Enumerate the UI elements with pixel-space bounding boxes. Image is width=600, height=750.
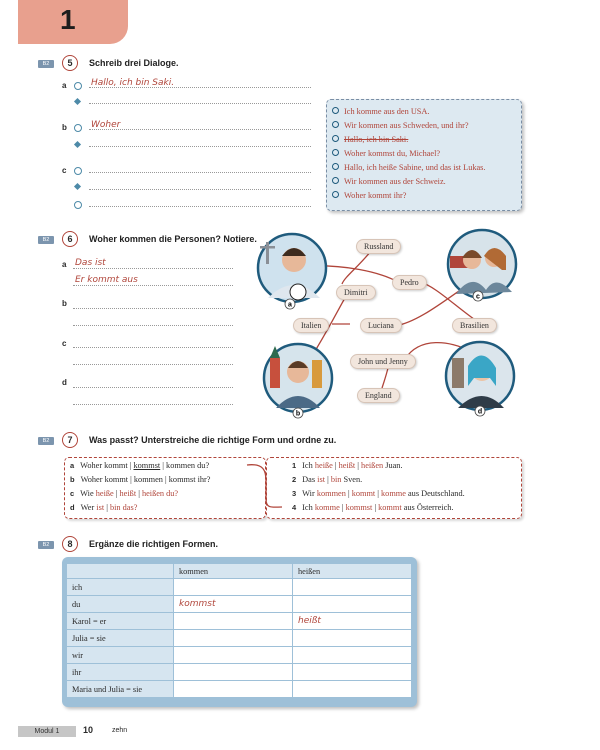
answer-cell[interactable]: [174, 630, 293, 647]
item-label: b: [62, 299, 67, 308]
answer-line[interactable]: [89, 92, 311, 104]
photo-a: [258, 234, 326, 302]
speaker-diamond-icon: [74, 141, 81, 148]
answer-line[interactable]: [89, 118, 311, 130]
answer-line[interactable]: [73, 353, 233, 365]
table-row: [67, 613, 412, 630]
exercise-title: Was passt? Unterstreiche die richtige Form und ordne zu.: [89, 435, 337, 445]
left-phrase-b: b Woher kommt | kommen | kommst ihr?: [70, 475, 211, 484]
option-item: Ich komme aus den USA.: [332, 107, 430, 116]
speaker-circle-icon: [74, 201, 82, 209]
option-item: Woher kommst du, Michael?: [332, 149, 440, 158]
bullet-icon: [332, 191, 339, 198]
word-bubble[interactable]: Italien: [293, 318, 329, 333]
level-badge: B2: [38, 236, 54, 244]
left-phrase-a: a Woher kommt | kommst | kommen du?: [70, 461, 210, 470]
right-phrase-2: 2 Das ist | bin Sven.: [292, 475, 363, 484]
speaker-circle-icon: [74, 167, 82, 175]
table-row: [67, 647, 412, 664]
answer-cell[interactable]: [293, 647, 412, 664]
exercise-number: 8: [62, 536, 78, 552]
handwritten-answer: Woher: [91, 120, 121, 130]
bullet-icon: [332, 177, 339, 184]
pronoun-cell: Maria und Julia = sie: [67, 681, 174, 698]
speaker-diamond-icon: [74, 183, 81, 190]
pronoun-cell: ihr: [67, 664, 174, 681]
answer-cell[interactable]: [293, 664, 412, 681]
photo-label: b: [295, 410, 301, 418]
bullet-icon: [332, 135, 339, 142]
answer-line[interactable]: [73, 393, 233, 405]
option-item: Wir kommen aus Schweden, und ihr?: [332, 121, 469, 130]
pronoun-cell: Karol = er: [67, 613, 174, 630]
page-word: zehn: [112, 727, 128, 734]
answer-cell[interactable]: [174, 613, 293, 630]
item-label: a: [62, 81, 67, 90]
item-label: c: [62, 166, 67, 175]
level-badge: B2: [38, 541, 54, 549]
options-box: [326, 99, 522, 211]
pronoun-cell: ich: [67, 579, 174, 596]
table-row: [67, 596, 412, 613]
photo-label: c: [476, 293, 480, 301]
chapter-number: 1: [60, 4, 76, 35]
table-row: [67, 579, 412, 596]
photo-c: [448, 230, 516, 298]
answer-cell[interactable]: [293, 596, 412, 613]
bullet-icon: [332, 149, 339, 156]
conjugation-table: [66, 563, 412, 698]
word-bubble[interactable]: Dimitri: [336, 285, 376, 300]
exercise-title: Ergänze die richtigen Formen.: [89, 539, 219, 549]
answer-line[interactable]: [89, 195, 311, 207]
level-badge: B2: [38, 437, 54, 445]
exercise-number: 7: [62, 432, 78, 448]
pronoun-cell: wir: [67, 647, 174, 664]
answer-cell[interactable]: [174, 647, 293, 664]
pronoun-cell: Julia = sie: [67, 630, 174, 647]
option-item: Hallo, ich bin Saki.: [332, 135, 408, 144]
answer-cell[interactable]: [174, 664, 293, 681]
handwritten-answer: Das ist: [75, 258, 106, 268]
left-phrase-c: c Wie heiße | heißt | heißen du?: [70, 489, 179, 498]
answer-cell[interactable]: [293, 681, 412, 698]
exercise-number: 6: [62, 231, 78, 247]
answer-line[interactable]: [73, 336, 233, 348]
module-label: Modul 1: [18, 726, 76, 737]
answer-cell[interactable]: heißt: [293, 613, 412, 630]
level-badge: B2: [38, 60, 54, 68]
answer-cell[interactable]: kommst: [174, 596, 293, 613]
answer-line[interactable]: [73, 314, 233, 326]
option-item: Hallo, ich heiße Sabine, und das ist Lukas.: [332, 163, 485, 172]
left-phrase-d: d Wer ist | bin das?: [70, 503, 138, 512]
item-label: a: [62, 260, 67, 269]
photo-label: a: [288, 301, 292, 309]
photo-d: [446, 342, 514, 410]
exercise-title: Woher kommen die Personen? Notiere.: [89, 234, 257, 244]
item-label: b: [62, 123, 67, 132]
word-bubble[interactable]: Luciana: [360, 318, 402, 333]
answer-line[interactable]: [89, 161, 311, 173]
answer-line[interactable]: [89, 178, 311, 190]
table-row: [67, 681, 412, 698]
exercise-number: 5: [62, 55, 78, 71]
word-bubble[interactable]: England: [357, 388, 400, 403]
table-row: [67, 630, 412, 647]
answer-cell[interactable]: [174, 579, 293, 596]
photo-b: [264, 344, 332, 412]
answer-line[interactable]: [73, 297, 233, 309]
word-bubble[interactable]: Pedro: [392, 275, 427, 290]
answer-cell[interactable]: [293, 579, 412, 596]
handwritten-answer: Hallo, ich bin Saki.: [91, 78, 175, 88]
table-header-cell: [67, 564, 174, 579]
matching-line: [244, 461, 284, 513]
right-phrase-1: 1 Ich heiße | heißt | heißen Juan.: [292, 461, 403, 470]
item-label: c: [62, 339, 67, 348]
handwritten-answer: Er kommt aus: [75, 275, 138, 285]
page-number: 10: [83, 725, 94, 735]
word-bubble[interactable]: Russland: [356, 239, 401, 254]
answer-line[interactable]: [89, 135, 311, 147]
table-header-cell: heißen: [293, 564, 412, 579]
bullet-icon: [332, 107, 339, 114]
word-bubble[interactable]: John und Jenny: [350, 354, 416, 369]
underlined-answer[interactable]: kommst: [133, 461, 161, 470]
answer-cell[interactable]: [174, 681, 293, 698]
item-label: d: [62, 378, 67, 387]
answer-cell[interactable]: [293, 630, 412, 647]
table-row: [67, 664, 412, 681]
speaker-diamond-icon: [74, 98, 81, 105]
table-header-cell: kommen: [174, 564, 293, 579]
option-item: Woher kommt ihr?: [332, 191, 406, 200]
exercise-title: Schreib drei Dialoge.: [89, 58, 179, 68]
answer-line[interactable]: [73, 376, 233, 388]
photo-label: d: [477, 408, 483, 416]
right-phrase-4: 4 Ich komme | kommst | kommt aus Österreich.: [292, 503, 454, 512]
word-bubble[interactable]: Brasilien: [452, 318, 497, 333]
option-item: Wir kommen aus der Schweiz.: [332, 177, 446, 186]
bullet-icon: [332, 163, 339, 170]
right-phrase-3: 3 Wir kommen | kommt | komme aus Deutschland.: [292, 489, 465, 498]
bullet-icon: [332, 121, 339, 128]
pronoun-cell: du: [67, 596, 174, 613]
speaker-circle-icon: [74, 82, 82, 90]
speaker-circle-icon: [74, 124, 82, 132]
